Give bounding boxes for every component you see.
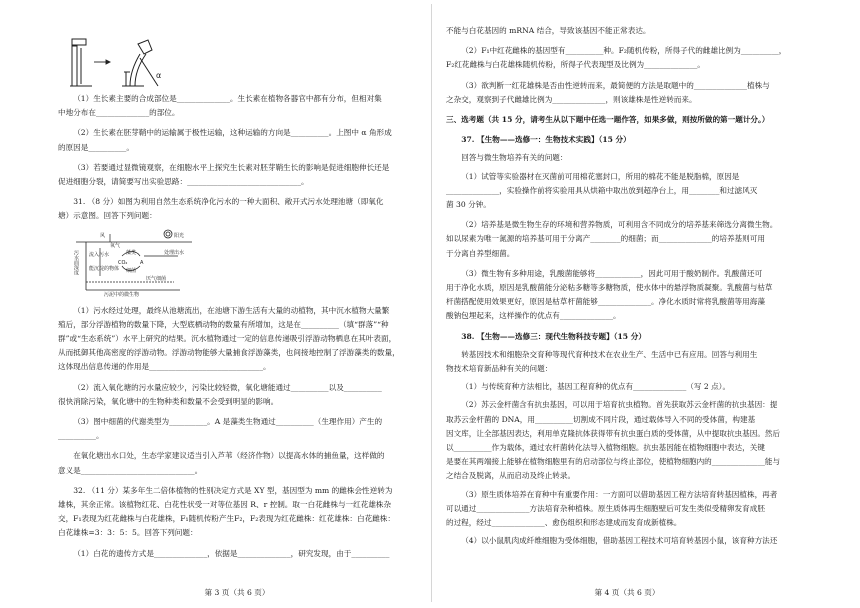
label-inflow: 流入污水 [89,252,110,258]
page-footer-left: 第 3 页（共 6 页） [204,588,270,597]
text-line: 回答与微生物培养有关的问题： [461,153,568,163]
text-line: （1）生长素主要的合成部位是______________。生长素在植物各器官中都有分布，但相对集 [73,94,382,103]
section-heading: 三、选考题（共 15 分，请考生从以下题中任选一题作答，如果多做，则按所做的第一题计分。） [446,115,770,125]
text-line: 的过程，经过______________、愈伤组织和形态建成而发育成新植株。 [446,518,682,528]
label-wind: 风 [100,233,106,239]
text-line: （1）白花的遗传方式是______________，依据是______________，研究发现，由于__________ [73,548,390,558]
question-heading: 38. 【生物——选修三：现代生物科技专题】（15 分） [461,331,646,341]
text-line: （3）微生物有多种用途，乳酸菌能够将____________，因此可用于酸奶制作。乳酸菌还可 [461,268,763,278]
text-line: 因文库，让全部基因表达，利用单克隆抗体获得带有抗虫蛋白质的受体菌，从中提取抗虫基因。然后 [446,428,781,438]
text-line: 杆菌搭配使用效果更好，原因是枯草杆菌能够______________。净化水质时常将乳酸菌等用海藻 [446,297,765,307]
text-line: ______________，实验操作前将实验用具从烘箱中取出放到超净台上，用________和过滤风灭 [446,185,758,195]
text-line: 从而抵御其他高密度的浮游动物。浮游动物能够大量捕食浮游藻类，也间接地控制了浮游藻类的数量， [58,348,400,358]
text-line: 32. （11 分）某多年生二倍体植物的性别决定方式是 XY 型，基因型为 mm 的雌株会性逆转为 [73,485,393,495]
text-line: （1）试管等实验器材在灭菌前可用棉花塞封口，所用的棉花不能是脱脂棉，原因是 [461,171,740,181]
label-a: A [140,260,144,266]
text-line: （3）图中细菌的代谢类型为__________。A 是藻类生物通过__________（生理作用）产生的 [73,417,383,427]
text-line: 群”或“生态系统”）水平上研究的结果。沉水植物通过一定的信息传递吸引浮游动物栖息在其叶表面， [58,334,397,344]
page-footer-right: 第 4 页（共 6 页） [594,588,660,597]
text-line: 酸钠包埋起来，这样操作的优点有______________。 [446,311,621,321]
text-line: 菌 30 分钟。 [446,200,491,210]
text-line: （2）苏云金杆菌含有抗虫基因，可以用于培育抗虫植物。首先获取苏云金杆菌的抗虫基因：提 [461,400,778,410]
page-divider [431,4,432,602]
text-line: F₂红花雌株与白花雄株随机传粉，所得子代表现型及比例为______________。 [446,60,705,70]
text-line: （3）若要通过显微镜观察，在细胞水平上探究生长素对胚芽鞘生长的影响是促进细胞伸长还是 [73,162,390,172]
text-line: （1）与传统育种方法相比，基因工程育种的优点有______________（写 2 点）。 [461,382,731,392]
label-co2: CO₂ [118,260,128,266]
text-line: 雄株，其余正常。该植物红花、白花性状受一对等位基因 R、r 控制。取一白花雌株与一红花雄株杂 [58,500,392,510]
text-line: 取苏云金杆菌的 DNA，用__________切割成不同片段，通过载体导入不同的受体菌，构建基 [446,414,756,424]
text-line: 物技术培育新品种有关的问题： [446,364,553,374]
label-sediment: 能沉淀的物体 [89,266,120,272]
text-line: 很快消除污染，氧化塘中的生物种类和数量不会受到明显的影响。 [58,396,279,406]
text-line: （3）原生质体培养在育种中有重要作用：一方面可以借助基因工程方法培育转基因植株，再者 [461,489,778,499]
text-line: （2）生长素在胚芽鞘中的运输属于极性运输，这种运输的方向是__________。上图中 α 角形成 [73,128,392,138]
label-sunlight: 阳光 [174,233,185,239]
text-line: 用于净化水质，原因是乳酸菌能分泌粘多糖等多糖物质，使水体中的悬浮物质凝聚。乳酸菌与枯草 [446,283,773,293]
text-line: 中地分布在______________的部位。 [58,108,180,118]
text-line: （1）污水经过处理，最终从池塘流出，在池塘下游生活有大量的动植物，其中沉水植物大量繁 [73,305,390,315]
text-line: 31. （8 分）如图为利用自然生态系统净化污水的一种大面积、敞开式污水处理池塘（即氧化 [73,197,384,207]
text-line: 可以通过______________方法培育杂种植株。原生质体再生细胞壁后可发生类似受精卵发育成胚 [446,503,765,513]
text-line: 以__________作为载体，通过农杆菌转化法导入植物细胞。抗虫基因能在植物细胞中表达，关键 [446,443,765,453]
text-line: 的原因是__________。 [58,142,134,152]
text-line: 于分离自养型细菌。 [446,248,515,258]
text-line: 不能与白花基因的 mRNA 结合，导致该基因不能正常表达。 [446,26,651,35]
left-page [58,0,416,608]
text-line: __________。 [58,431,104,441]
text-line: 塘）示意图。回答下列问题： [58,211,157,221]
text-line: 殖后，部分浮游植物的数量下降，大型底栖动物的数量有所增加，这是在__________（填“群落”“种 [58,319,389,329]
text-line: 如以尿素为唯一氮源的培养基可用于分离产________的细菌；而______________的培养基则可用 [446,234,765,244]
text-line: 在氧化塘出水口处，生态学家建议适当引入芦苇（经济作物）以提高水体的捕鱼量，这样做的 [73,451,385,461]
text-line: 这体现出信息传递的作用是______________________________。 [58,362,271,372]
label-oxygen: 氧气 [110,243,121,249]
label-algae: 藻类 [126,250,137,256]
text-line: 交，F₁表现为红花雌株与白花雄株，F₁随机传粉产生F₂，F₂表现为红花雌株：红花雄株：白花雌株： [58,514,395,524]
label-outflow: 处理出水 [164,250,185,256]
text-line: 促进细胞分裂，请简要写出实验思路：______________________________。 [58,177,309,187]
label-bacteria: 细菌 [126,268,137,274]
text-line: 意义是______________________________。 [58,465,203,475]
axis-label: 污水面深度 [73,250,79,275]
text-line: （2）流入氧化塘的污水量应较少，污染比较轻微，氧化塘能通过__________以及__________ [73,382,382,392]
alpha-label: α [156,71,162,80]
question-heading: 37. 【生物——选修一：生物技术实践】（15 分） [461,135,631,145]
text-line: （4）以小鼠肌肉成纤维细胞为受体细胞，借助基因工程技术可培育转基因小鼠，该育种方法还 [461,536,778,546]
label-sludge-microbes: 污泥中的微生物 [104,292,140,298]
text-line: 是要在其两端接上能够在植物细胞里有的启动部位与终止部位，使植物细胞内的______________能与 [446,457,781,467]
text-line: （2）F₁中红花雌株的基因型有__________种。F₂随机传粉，所得子代的雌雄比例为__________， [461,46,787,56]
text-line: 白花雄株=3：3：5：5。回答下列问题： [58,528,198,538]
text-line: （2）培养基是微生物生存的环境和营养物质，可利用含不同成分的培养基来筛选分离微生物。 [461,220,778,230]
text-line: 之结合及脱离，从而启动及终止转录。 [446,471,576,481]
label-anaerobic: 厌气细菌 [146,276,167,282]
text-line: 转基因技术和细胞杂交育种等现代育种技术在农业生产、生活中已有应用。回答与利用生 [461,349,758,359]
text-line: （3）欲判断一红花雄株是否由性逆转而来，最简便的方法是取题中的______________植株与 [461,80,770,90]
right-page [446,0,806,608]
text-line: 之杂交，观察到子代雌雄比例为______________，则该雄株是性逆转而来。 [446,94,697,104]
